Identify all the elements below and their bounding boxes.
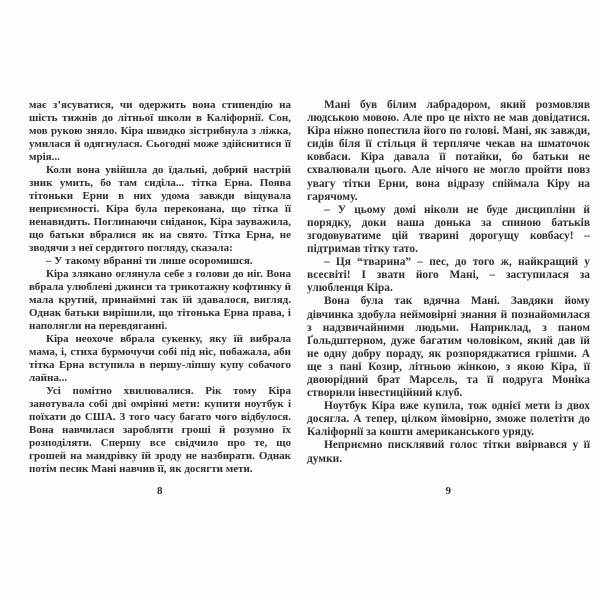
paragraph: – У цьому домі ніколи не буде дисципліни й порядку, доки наша донька за спиною батьків згодовуватиме цій тварині дорогущу ковбасу! – підтримав тітку тато.	[307, 203, 590, 256]
paragraph: Вона була так вдячна Мані. Завдяки йому дівчинка здобула неймовірні знання й познайомилася з надзвичайними людьми. Наприклад, з паном Ґольдштерном, дуже багатим чоловіком, який дав їй не одну добру пораду, як розпоряджатися грішми. А ще з пані Козир, літньою жінкою, з якою Кіра, її двоюрідний брат Марсель, та її подруга Моніка створили інвестиційний клуб.	[307, 295, 590, 400]
page-left	[29, 99, 291, 497]
paragraph: Кіра злякано оглянула себе з голови до ніг. Вона вбрала улюблені джинси та трикотажну кофтинку й мала крутий, принаймні так їй здавалося, вигляд. Однак батьки вирішили, що тітонька Ерна права, і наполягли на перевдяганні.	[29, 268, 291, 332]
paragraph: Усі помітно хвилювалися. Рік тому Кіра занотувала собі дві омріяні мети: купити ноутбук і поїхати до США. З того часу багато чого відбулося. Вона навчилася заробляти гроші й розумно їх розподіляти. Спершу все свідчило про те, що грошей на мандрівку їй зроду не назбирати. Однак потім песик Мані навчив її, як досягти мети.	[29, 385, 291, 475]
paragraph: – Ця “тварина” – пес, до того ж, найкращий у всесвіті! І звати його Мані, – заступилася за улюбленця Кіра.	[307, 256, 590, 295]
paragraph: Неприємно писклявий голос тітки ввірвався у її думки.	[307, 439, 590, 465]
page-right-text	[307, 99, 590, 466]
paragraph: Кіра неохоче вбрала сукенку, яку їй вибрала мама, і, стиха бурмочучи собі під ніс, побажала, аби тітка Ерна вступила в першу-ліпшу купу собачого лайна...	[29, 333, 291, 384]
paragraph: Мані був білим лабрадором, який розмовляв людською мовою. Але про це ніхто не мав довідатися. Кіра ніжно попестила його по голові. Мані, як завжди, сидів біля її стільця й терпляче чекав на шматочок ковбаси. Кіра давала її потайки, бо батьки не схвалювали цього. Але нічого не могло пройти повз увагу тітки Ерни, вона відразу спіймала Кіру на гарячому.	[307, 99, 590, 203]
page-left-text	[29, 99, 291, 476]
paragraph: – У такому вбранні ти лише осоромишся.	[46, 255, 253, 267]
page-left-number: 8	[157, 485, 163, 497]
page-right	[307, 99, 590, 497]
paragraph: Ноутбук Кіра вже купила, тож однієї мети із двох досягла. А тепер, цілком ймовірно, зможе полетіти до Каліфорнії за кошти американського уряду.	[307, 400, 590, 439]
page-right-number: 9	[445, 485, 452, 497]
paragraph: має з’ясуватися, чи одержить вона стипендію на шість тижнів до літньої школи в Каліфорнії. Сон, мов рукою зняло. Кіра швидко зістрибнула з ліжка, умилася й одягнулася. Сьогодні може здійснитися її мрія...	[29, 99, 291, 163]
paragraph: Коли вона увійшла до їдальні, добрий настрій зник умить, бо там сиділа... тітка Ерна. Поява тітоньки Ерни в них удома завжди віщувала неприємності. Кіра була переконана, що тітка її ненавидить. Поглинаючи сніданок, Кіра зауважила, що батьки вбралися як на свято. Тітка Ерна, не зводячи з неї сердитого погляду, сказала:	[29, 164, 291, 254]
